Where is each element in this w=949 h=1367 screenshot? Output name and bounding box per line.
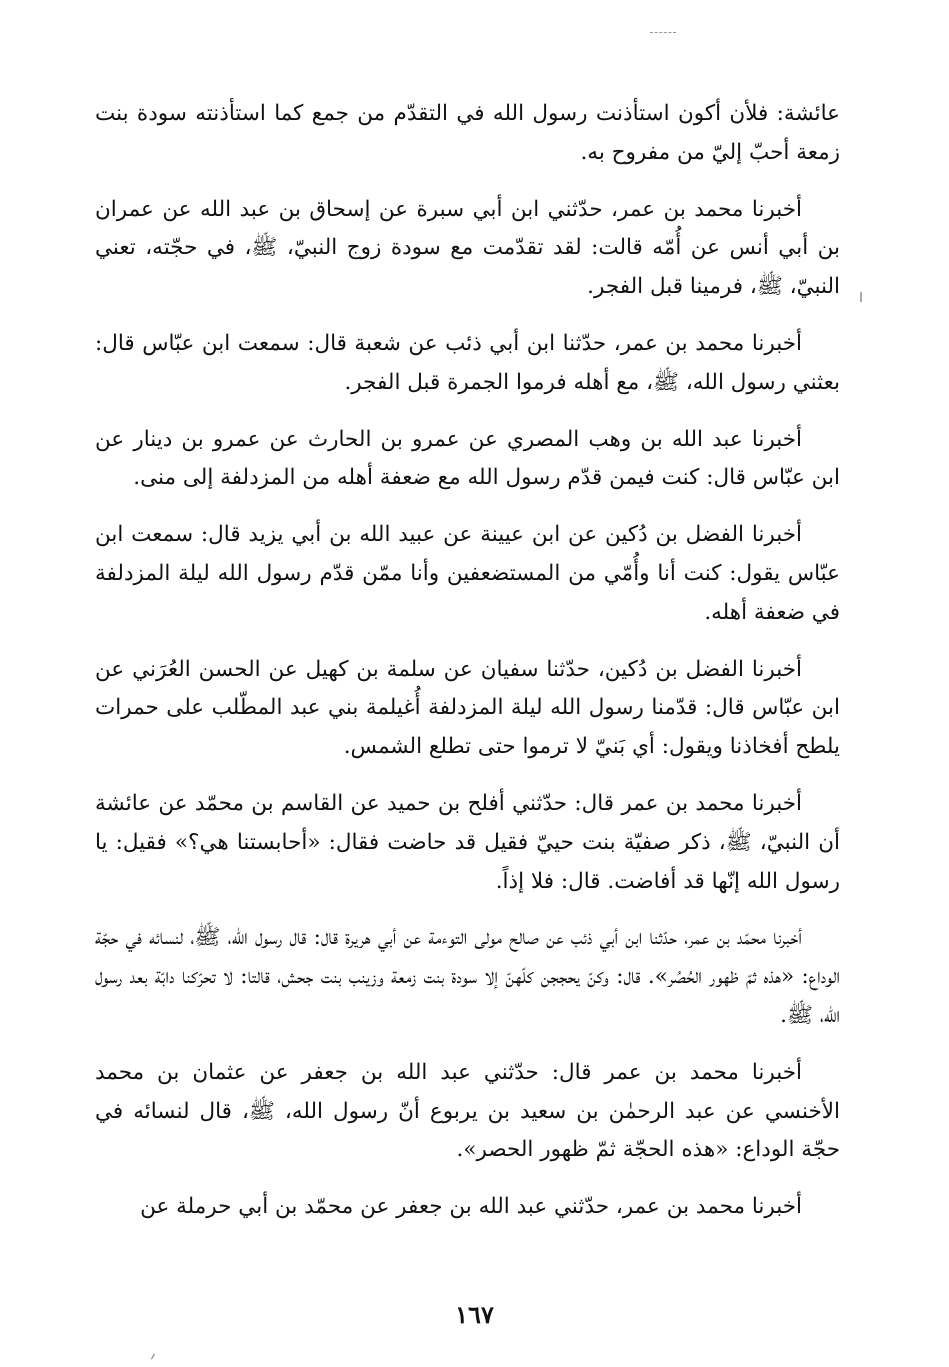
scan-mark-bottom (151, 1354, 160, 1363)
paragraph-6: أخبرنا الفضل بن دُكين، حدّثنا سفيان عن سلمة بن كهيل عن الحسن العُرَني عن ابن عبّاس قال: قدّمنا رسول الله ليلة المزدلفة أُغيلمة بني عبد المطّلب على حمرات يلطح أفخاذنا ويقول: أي بَنيّ لا ترموا حتى تطلع الشمس. (95, 656, 840, 760)
page-number: ١٦٧ (455, 1300, 494, 1329)
paragraph-2: أخبرنا محمد بن عمر، حدّثني ابن أبي سبرة عن إسحاق بن عبد الله عن عمران بن أبي أنس عن أُمّه قالت: لقد تقدّمت مع سودة زوج النبيّ، ﷺ، في حجّته، تعني النبيّ، ﷺ، فرمينا قبل الفجر. (95, 196, 840, 300)
paragraph-7: أخبرنا محمد بن عمر قال: حدّثني أفلح بن حميد عن القاسم بن محمّد عن عائشة أن النبيّ، ﷺ، ذكر صفيّة بنت حييّ فقيل قد حاضت فقال: «أحابستنا هي؟» فقيل: يا رسول الله إنّها قد أفاضت. قال: فلا إذاً. (95, 790, 840, 894)
paragraph-1: عائشة: فلأن أكون استأذنت رسول الله في التقدّم من جمع كما استأذنته سودة بنت زمعة أحبّ إليّ من مفروح به. (95, 101, 840, 165)
paragraph-9: أخبرنا محمد بن عمر قال: حدّثني عبد الله بن جعفر عن عثمان بن محمد الأخنسي عن عبد الرحمٰن بن سعيد بن يربوع أنّ رسول الله، ﷺ، قال لنسائه في حجّة الوداع: «هذه الحجّة ثمّ ظهور الحصر». (95, 1059, 840, 1163)
paragraph-5: أخبرنا الفضل بن دُكين عن ابن عيينة عن عبيد الله بن أبي يزيد قال: سمعت ابن عبّاس يقول: كنت أنا وأُمّي من المستضعفين وأنا ممّن قدّم رسول الله ليلة المزدلفة في ضعفة أهله. (95, 522, 840, 625)
paragraph-4: أخبرنا عبد الله بن وهب المصري عن عمرو بن الحارث عن عمرو بن دينار عن ابن عبّاس قال: كنت فيمن قدّم رسول الله مع ضعفة أهله من المزدلفة إلى منى. (95, 426, 840, 491)
paragraph-8: أخبرنا محمّد بن عمر، حدّثنا ابن أبي ذئب عن صالح مولى التوءمة عن أبي هريرة قال: قال رسول الله، ﷺ، لنسائه في حجّة الوداع: «هذه ثمّ ظهور الحُصُر». قال: وكنّ يحججن كلّهنّ إلا سودة بنت زمعة وزينب بنت جحش، قالتا: لا تحرّكنا دابّة بعد رسول الله، ﷺ. (95, 925, 840, 1028)
page-body (95, 95, 840, 1245)
scan-mark-side (860, 292, 862, 302)
paragraph-3: أخبرنا محمد بن عمر، حدّثنا ابن أبي ذئب عن شعبة قال: سمعت ابن عبّاس قال: بعثني رسول الله، ﷺ، مع أهله فرموا الجمرة قبل الفجر. (95, 330, 840, 395)
paragraph-10: أخبرنا محمد بن عمر، حدّثني عبد الله بن جعفر عن محمّد بن أبي حرملة عن (140, 1194, 802, 1220)
scan-mark-top (650, 32, 676, 34)
